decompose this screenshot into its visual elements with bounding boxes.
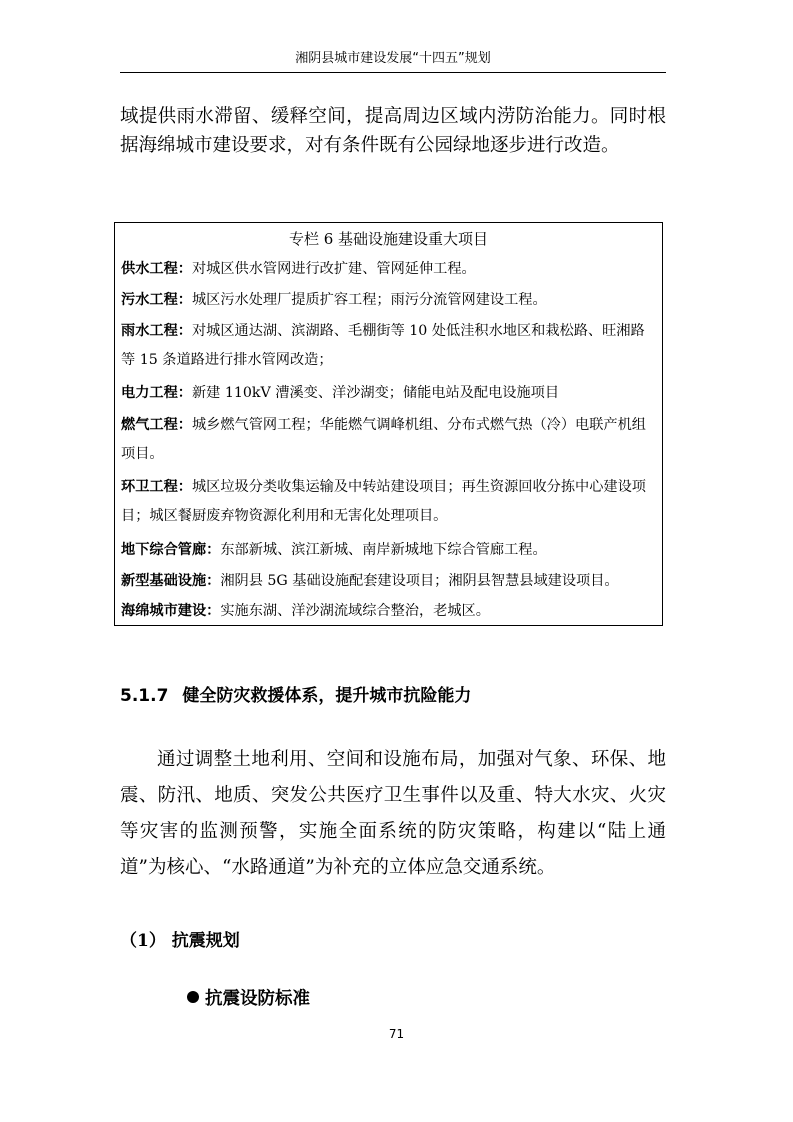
entry-text: 对城区供水管网进行改扩建、管网延伸工程。	[191, 261, 476, 277]
entry-utility-tunnel	[121, 536, 658, 565]
entry-term: 地下综合管廊：	[121, 542, 221, 558]
entry-text: 对城区通达湖、滨湖路、毛棚街等 10 处低洼积水地区和栽松路、旺湘路等 15 条道路进行排水管网改造；	[121, 323, 645, 368]
intro-paragraph: 域提供雨水滞留、缓释空间，提高周边区域内涝防治能力。同时根据海绵城市建设要求，对有条件既有公园绿地逐步进行改造。	[120, 106, 666, 156]
entry-new-infrastructure	[121, 567, 658, 596]
entry-term: 海绵城市建设：	[121, 603, 221, 619]
section-paragraph: 通过调整土地利用、空间和设施布局，加强对气象、环保、地震、防汛、地质、突发公共医疗卫生事件以及重、特大水灾、火灾等灾害的监测预警，实施全面系统的防灾策略，构建以“陆上通道”为核心、“水路通道”为补充的立体应急交通系统。	[120, 749, 666, 878]
entry-water-supply	[121, 255, 658, 284]
entry-term: 供水工程：	[121, 261, 192, 277]
entry-stormwater	[121, 317, 658, 374]
entry-text: 新建 110kV 漕溪变、洋沙湖变；储能电站及配电设施项目	[191, 385, 560, 401]
entry-term: 电力工程：	[121, 385, 192, 401]
entry-term: 燃气工程：	[121, 417, 192, 433]
entry-gas	[121, 411, 658, 468]
entry-text: 城乡燃气管网工程；华能燃气调峰机组、分布式燃气热（冷）电联产机组项目。	[121, 417, 646, 462]
entry-term: 新型基础设施：	[121, 573, 221, 589]
entry-term: 雨水工程：	[121, 323, 192, 339]
page-number: 71	[388, 1027, 405, 1041]
entry-sewage	[121, 286, 658, 315]
subsection-heading: （1） 抗震规划	[120, 931, 240, 951]
entry-text: 城区污水处理厂提质扩容工程；雨污分流管网建设工程。	[191, 292, 547, 308]
running-header: 湘阴县城市建设发展“十四五”规划	[295, 51, 491, 66]
section-title: 健全防灾救援体系，提升城市抗险能力	[182, 686, 472, 706]
entry-power	[121, 379, 658, 408]
entry-sanitation	[121, 473, 658, 530]
bullet-heading	[187, 987, 310, 1011]
bullet-dot-icon	[187, 991, 199, 1003]
header-rule	[120, 72, 666, 73]
entry-term: 污水工程：	[121, 292, 192, 308]
entry-text: 实施东湖、洋沙湖流域综合整治，老城区。	[220, 603, 490, 619]
section-number: 5.1.7	[120, 686, 169, 706]
entry-text: 东部新城、滨江新城、南岸新城地下综合管廊工程。	[220, 542, 547, 558]
bullet-text: 抗震设防标准	[205, 989, 310, 1009]
entry-text: 城区垃圾分类收集运输及中转站建设项目；再生资源回收分拣中心建设项目；城区餐厨废弃物资源化利用和无害化处理项目。	[121, 479, 646, 524]
entry-sponge-city	[121, 597, 658, 626]
project-box	[114, 222, 663, 626]
section-heading	[120, 685, 471, 707]
entry-text: 湘阴县 5G 基础设施配套建设项目；湘阴县智慧县域建设项目。	[220, 573, 619, 589]
box-title: 专栏 6 基础设施建设重大项目	[288, 230, 489, 248]
entry-term: 环卫工程：	[121, 479, 192, 495]
